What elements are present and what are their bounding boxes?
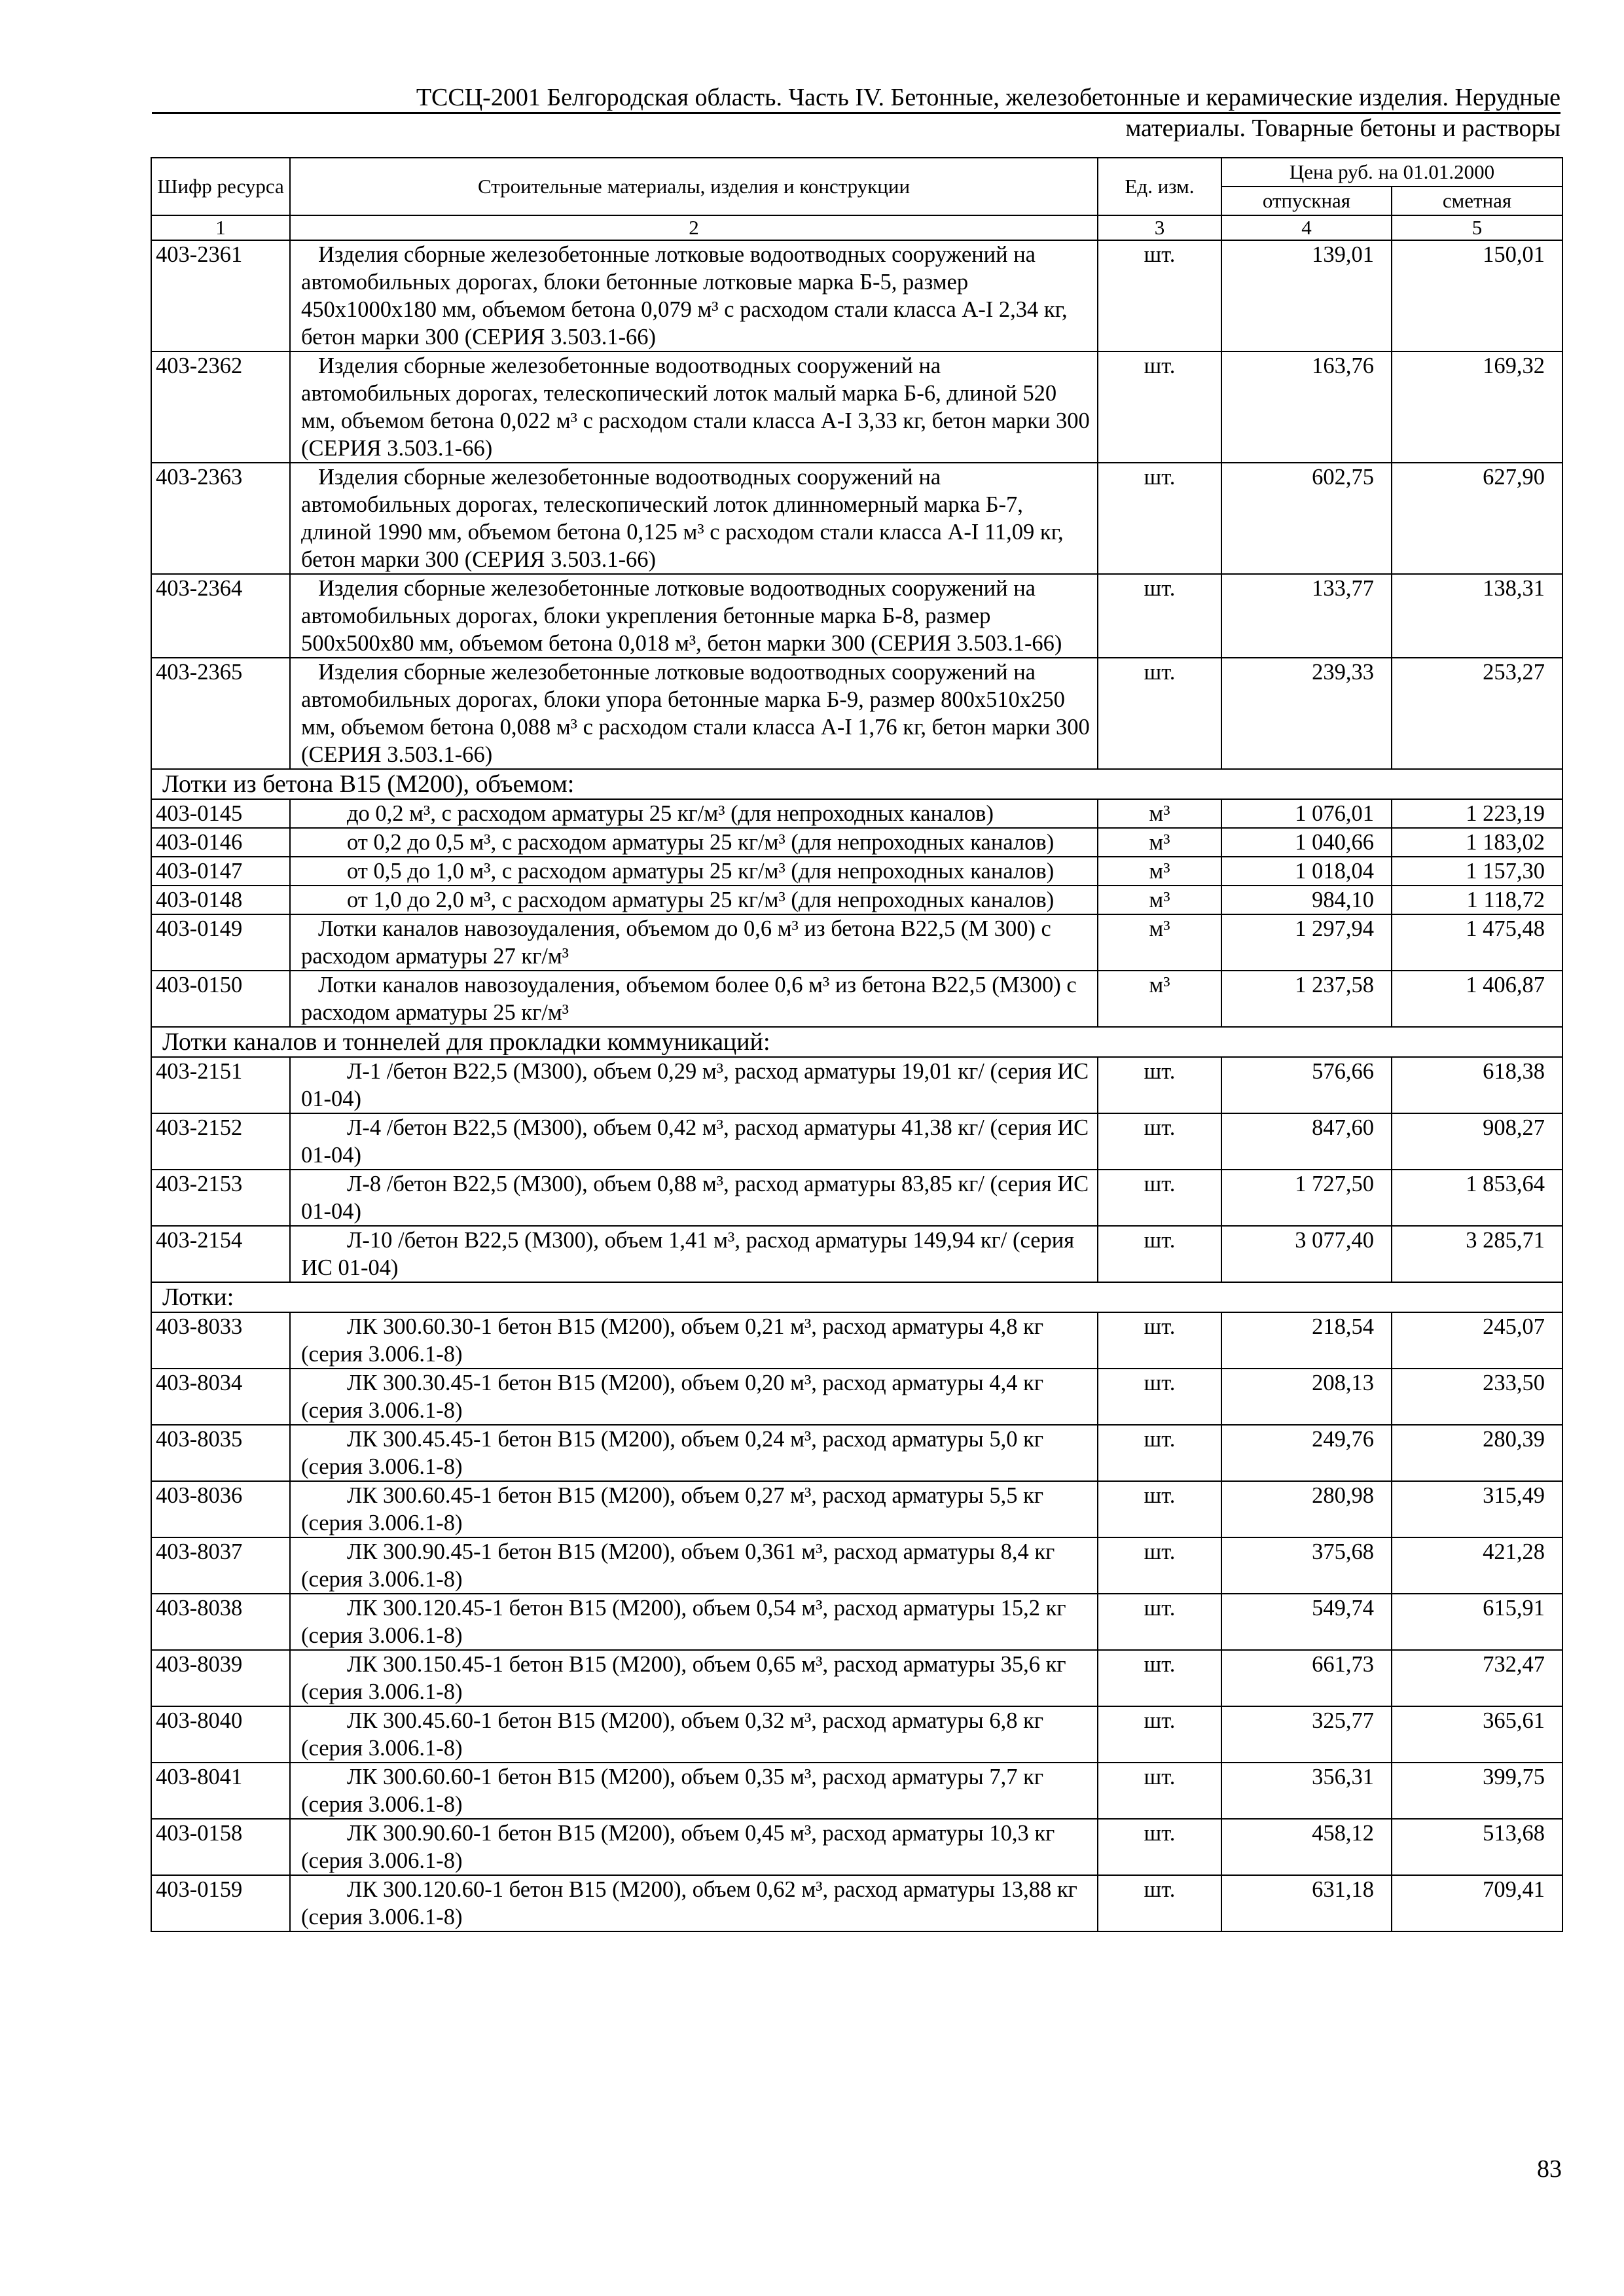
item-description-text: Л-1 /бетон В22,5 (М300), объем 0,29 м³, расход арматуры 19,01 кг/ (серия ИС 01-04) — [301, 1059, 1089, 1111]
item-description — [290, 1481, 1098, 1537]
resource-code: 403-2362 — [151, 351, 290, 463]
unit-of-measure: м³ — [1098, 857, 1221, 886]
item-description — [290, 886, 1098, 914]
price-release: 133,77 — [1221, 574, 1392, 658]
price-release: 1 727,50 — [1221, 1170, 1392, 1226]
price-estimate: 150,01 — [1392, 240, 1562, 351]
item-description-text: от 0,2 до 0,5 м³, с расходом арматуры 25 кг/м³ (для непроходных каналов) — [347, 830, 1055, 855]
resource-code: 403-8035 — [151, 1425, 290, 1481]
table-row — [151, 1706, 1562, 1763]
price-estimate: 365,61 — [1392, 1706, 1562, 1763]
col-number: 3 — [1098, 215, 1221, 240]
item-description-text: Изделия сборные железобетонные водоотводных сооружений на автомобильных дорогах, телескопический лоток длинномерный марка Б-7, длиной 1990 мм, объемом бетона 0,125 м³ с расходом стали класса А-I 11,09 кг, бетон марки 300 (СЕРИЯ 3.503.1-66) — [301, 465, 1064, 572]
table-row — [151, 1481, 1562, 1537]
price-release: 602,75 — [1221, 463, 1392, 574]
price-table — [151, 157, 1563, 1932]
price-release: 549,74 — [1221, 1594, 1392, 1650]
item-description — [290, 1057, 1098, 1113]
table-row — [151, 1113, 1562, 1170]
price-estimate: 908,27 — [1392, 1113, 1562, 1170]
col-number: 5 — [1392, 215, 1562, 240]
table-row — [151, 240, 1562, 351]
item-description — [290, 799, 1098, 828]
item-description — [290, 1819, 1098, 1875]
resource-code: 403-2151 — [151, 1057, 290, 1113]
price-estimate: 280,39 — [1392, 1425, 1562, 1481]
resource-code: 403-8038 — [151, 1594, 290, 1650]
table-row — [151, 914, 1562, 971]
col-header-price-release: отпускная — [1221, 187, 1392, 215]
col-header-code: Шифр ресурса — [151, 158, 290, 215]
unit-of-measure: шт. — [1098, 1763, 1221, 1819]
header-title-line2: материалы. Товарные бетоны и растворы — [1125, 115, 1561, 142]
price-estimate: 627,90 — [1392, 463, 1562, 574]
table-row — [151, 886, 1562, 914]
resource-code: 403-0146 — [151, 828, 290, 857]
unit-of-measure: шт. — [1098, 1057, 1221, 1113]
price-estimate: 1 157,30 — [1392, 857, 1562, 886]
unit-of-measure: шт. — [1098, 351, 1221, 463]
table-row — [151, 1170, 1562, 1226]
unit-of-measure: м³ — [1098, 914, 1221, 971]
unit-of-measure: шт. — [1098, 1594, 1221, 1650]
resource-code: 403-2365 — [151, 658, 290, 769]
item-description-text: ЛК 300.60.60-1 бетон В15 (М200), объем 0,35 м³, расход арматуры 7,7 кг (серия 3.006.1-8) — [301, 1765, 1043, 1817]
col-number: 2 — [290, 215, 1098, 240]
price-estimate: 399,75 — [1392, 1763, 1562, 1819]
price-release: 1 237,58 — [1221, 971, 1392, 1027]
resource-code: 403-2363 — [151, 463, 290, 574]
item-description — [290, 240, 1098, 351]
unit-of-measure: шт. — [1098, 1312, 1221, 1369]
col-header-description: Строительные материалы, изделия и конструкции — [290, 158, 1098, 215]
table-row — [151, 1312, 1562, 1369]
item-description — [290, 828, 1098, 857]
price-estimate: 3 285,71 — [1392, 1226, 1562, 1282]
price-release: 631,18 — [1221, 1875, 1392, 1931]
table-body — [151, 240, 1562, 1931]
table-row — [151, 1819, 1562, 1875]
unit-of-measure: шт. — [1098, 1819, 1221, 1875]
resource-code: 403-0149 — [151, 914, 290, 971]
item-description-text: Изделия сборные железобетонные водоотводных сооружений на автомобильных дорогах, телескопический лоток малый марка Б-6, длиной 520 мм, объемом бетона 0,022 м³ с расходом стали класса А-I 3,33 кг, бетон марки 300 (СЕРИЯ 3.503.1-66) — [301, 353, 1090, 461]
col-number: 4 — [1221, 215, 1392, 240]
header-title-line1: ТССЦ-2001 Белгородская область. Часть IV. Бетонные, железобетонные и керамические изделия. Нерудные — [152, 83, 1561, 114]
unit-of-measure: шт. — [1098, 1650, 1221, 1706]
item-description-text: ЛК 300.60.45-1 бетон В15 (М200), объем 0,27 м³, расход арматуры 5,5 кг (серия 3.006.1-8) — [301, 1483, 1043, 1535]
item-description — [290, 1425, 1098, 1481]
price-release: 218,54 — [1221, 1312, 1392, 1369]
price-estimate: 732,47 — [1392, 1650, 1562, 1706]
resource-code: 403-2152 — [151, 1113, 290, 1170]
item-description-text: ЛК 300.120.45-1 бетон В15 (М200), объем 0,54 м³, расход арматуры 15,2 кг (серия 3.006.1-8) — [301, 1596, 1066, 1648]
item-description — [290, 971, 1098, 1027]
price-estimate: 1 118,72 — [1392, 886, 1562, 914]
resource-code: 403-8033 — [151, 1312, 290, 1369]
unit-of-measure: м³ — [1098, 828, 1221, 857]
unit-of-measure: м³ — [1098, 799, 1221, 828]
price-release: 249,76 — [1221, 1425, 1392, 1481]
resource-code: 403-8036 — [151, 1481, 290, 1537]
table-row — [151, 1763, 1562, 1819]
item-description — [290, 1226, 1098, 1282]
price-release: 1 040,66 — [1221, 828, 1392, 857]
item-description — [290, 1113, 1098, 1170]
price-estimate: 138,31 — [1392, 574, 1562, 658]
table-row — [151, 1875, 1562, 1931]
price-estimate: 421,28 — [1392, 1537, 1562, 1594]
resource-code: 403-0148 — [151, 886, 290, 914]
resource-code: 403-0150 — [151, 971, 290, 1027]
col-number: 1 — [151, 215, 290, 240]
unit-of-measure: шт. — [1098, 1369, 1221, 1425]
unit-of-measure: шт. — [1098, 1170, 1221, 1226]
unit-of-measure: м³ — [1098, 971, 1221, 1027]
section-title: Лотки каналов и тоннелей для прокладки коммуникаций: — [151, 1027, 1562, 1057]
item-description-text: от 1,0 до 2,0 м³, с расходом арматуры 25 кг/м³ (для непроходных каналов) — [347, 888, 1055, 912]
table-row — [151, 463, 1562, 574]
unit-of-measure: шт. — [1098, 1537, 1221, 1594]
unit-of-measure: шт. — [1098, 463, 1221, 574]
page-header — [152, 83, 1561, 143]
section-row — [151, 1027, 1562, 1057]
item-description-text: до 0,2 м³, с расходом арматуры 25 кг/м³ (для непроходных каналов) — [347, 801, 994, 826]
item-description — [290, 1312, 1098, 1369]
table-row — [151, 857, 1562, 886]
section-row — [151, 769, 1562, 799]
unit-of-measure: м³ — [1098, 886, 1221, 914]
unit-of-measure: шт. — [1098, 1875, 1221, 1931]
price-estimate: 1 406,87 — [1392, 971, 1562, 1027]
price-estimate: 709,41 — [1392, 1875, 1562, 1931]
item-description-text: Л-4 /бетон В22,5 (М300), объем 0,42 м³, расход арматуры 41,38 кг/ (серия ИС 01-04) — [301, 1115, 1089, 1168]
table-row — [151, 574, 1562, 658]
resource-code: 403-2153 — [151, 1170, 290, 1226]
table-row — [151, 1425, 1562, 1481]
table-header — [151, 158, 1562, 240]
price-estimate: 245,07 — [1392, 1312, 1562, 1369]
table-row — [151, 351, 1562, 463]
price-release: 576,66 — [1221, 1057, 1392, 1113]
item-description-text: ЛК 300.90.45-1 бетон В15 (М200), объем 0,361 м³, расход арматуры 8,4 кг (серия 3.006.1-8) — [301, 1539, 1055, 1592]
resource-code: 403-0159 — [151, 1875, 290, 1931]
resource-code: 403-8040 — [151, 1706, 290, 1763]
unit-of-measure: шт. — [1098, 1113, 1221, 1170]
item-description-text: ЛК 300.90.60-1 бетон В15 (М200), объем 0,45 м³, расход арматуры 10,3 кг (серия 3.006.1-8) — [301, 1821, 1055, 1873]
price-estimate: 315,49 — [1392, 1481, 1562, 1537]
price-estimate: 1 223,19 — [1392, 799, 1562, 828]
item-description-text: Изделия сборные железобетонные лотковые водоотводных сооружений на автомобильных дорогах, блоки упора бетонные марка Б-9, размер 800х510х250 мм, объемом бетона 0,088 м³ с расходом стали класса А-I 1,76 кг, бетон марки 300 (СЕРИЯ 3.503.1-66) — [301, 660, 1090, 767]
item-description — [290, 1875, 1098, 1931]
price-estimate: 1 853,64 — [1392, 1170, 1562, 1226]
price-release: 208,13 — [1221, 1369, 1392, 1425]
section-title: Лотки из бетона В15 (М200), объемом: — [151, 769, 1562, 799]
unit-of-measure: шт. — [1098, 1425, 1221, 1481]
item-description-text: ЛК 300.150.45-1 бетон В15 (М200), объем 0,65 м³, расход арматуры 35,6 кг (серия 3.006.1-8) — [301, 1652, 1066, 1704]
unit-of-measure: шт. — [1098, 574, 1221, 658]
item-description-text: Л-8 /бетон В22,5 (М300), объем 0,88 м³, расход арматуры 83,85 кг/ (серия ИС 01-04) — [301, 1172, 1089, 1224]
item-description — [290, 1537, 1098, 1594]
item-description-text: ЛК 300.45.60-1 бетон В15 (М200), объем 0,32 м³, расход арматуры 6,8 кг (серия 3.006.1-8) — [301, 1708, 1043, 1761]
price-release: 325,77 — [1221, 1706, 1392, 1763]
unit-of-measure: шт. — [1098, 1706, 1221, 1763]
table-row — [151, 658, 1562, 769]
price-estimate: 1 183,02 — [1392, 828, 1562, 857]
price-release: 1 018,04 — [1221, 857, 1392, 886]
price-release: 661,73 — [1221, 1650, 1392, 1706]
price-release: 458,12 — [1221, 1819, 1392, 1875]
item-description — [290, 1369, 1098, 1425]
resource-code: 403-0145 — [151, 799, 290, 828]
unit-of-measure: шт. — [1098, 1481, 1221, 1537]
resource-code: 403-0147 — [151, 857, 290, 886]
col-header-price-group: Цена руб. на 01.01.2000 — [1221, 158, 1562, 187]
page-number: 83 — [1537, 2155, 1562, 2183]
table-row — [151, 1226, 1562, 1282]
price-estimate: 513,68 — [1392, 1819, 1562, 1875]
item-description — [290, 1594, 1098, 1650]
resource-code: 403-8037 — [151, 1537, 290, 1594]
price-release: 375,68 — [1221, 1537, 1392, 1594]
price-release: 280,98 — [1221, 1481, 1392, 1537]
table-row — [151, 828, 1562, 857]
price-estimate: 169,32 — [1392, 351, 1562, 463]
item-description-text: Л-10 /бетон В22,5 (М300), объем 1,41 м³, расход арматуры 149,94 кг/ (серия ИС 01-04) — [301, 1228, 1075, 1280]
table-row — [151, 1057, 1562, 1113]
item-description — [290, 658, 1098, 769]
price-release: 1 297,94 — [1221, 914, 1392, 971]
unit-of-measure: шт. — [1098, 1226, 1221, 1282]
price-estimate: 618,38 — [1392, 1057, 1562, 1113]
resource-code: 403-8034 — [151, 1369, 290, 1425]
price-release: 984,10 — [1221, 886, 1392, 914]
price-estimate: 1 475,48 — [1392, 914, 1562, 971]
item-description-text: ЛК 300.45.45-1 бетон В15 (М200), объем 0,24 м³, расход арматуры 5,0 кг (серия 3.006.1-8) — [301, 1427, 1043, 1479]
table-row — [151, 1650, 1562, 1706]
item-description-text: Изделия сборные железобетонные лотковые водоотводных сооружений на автомобильных дорогах, блоки укрепления бетонные марка Б-8, размер 500х500х80 мм, объемом бетона 0,018 м³, бетон марки 300 (СЕРИЯ 3.503.1-66) — [301, 576, 1062, 656]
table-row — [151, 799, 1562, 828]
resource-code: 403-2361 — [151, 240, 290, 351]
resource-code: 403-2154 — [151, 1226, 290, 1282]
col-header-unit: Ед. изм. — [1098, 158, 1221, 215]
item-description-text: ЛК 300.60.30-1 бетон В15 (М200), объем 0,21 м³, расход арматуры 4,8 кг (серия 3.006.1-8) — [301, 1314, 1043, 1367]
item-description — [290, 914, 1098, 971]
price-estimate: 233,50 — [1392, 1369, 1562, 1425]
price-release: 356,31 — [1221, 1763, 1392, 1819]
item-description — [290, 351, 1098, 463]
item-description — [290, 1763, 1098, 1819]
price-release: 3 077,40 — [1221, 1226, 1392, 1282]
item-description-text: Лотки каналов навозоудаления, объемом более 0,6 м³ из бетона В22,5 (М300) с расходом арматуры 25 кг/м³ — [301, 973, 1077, 1025]
item-description — [290, 1650, 1098, 1706]
table-row — [151, 1594, 1562, 1650]
item-description-text: от 0,5 до 1,0 м³, с расходом арматуры 25 кг/м³ (для непроходных каналов) — [347, 859, 1055, 884]
item-description-text: Лотки каналов навозоудаления, объемом до 0,6 м³ из бетона В22,5 (М 300) с расходом арматуры 27 кг/м³ — [301, 916, 1051, 969]
section-title: Лотки: — [151, 1282, 1562, 1312]
resource-code: 403-8039 — [151, 1650, 290, 1706]
price-release: 847,60 — [1221, 1113, 1392, 1170]
price-release: 239,33 — [1221, 658, 1392, 769]
item-description-text: Изделия сборные железобетонные лотковые водоотводных сооружений на автомобильных дорогах, блоки бетонные лотковые марка Б-5, размер 450х1000х180 мм, объемом бетона 0,079 м³ с расходом стали класса А-I 2,34 кг, бетон марки 300 (СЕРИЯ 3.503.1-66) — [301, 242, 1068, 350]
price-release: 163,76 — [1221, 351, 1392, 463]
unit-of-measure: шт. — [1098, 658, 1221, 769]
item-description-text: ЛК 300.30.45-1 бетон В15 (М200), объем 0,20 м³, расход арматуры 4,4 кг (серия 3.006.1-8) — [301, 1371, 1043, 1423]
item-description — [290, 1706, 1098, 1763]
resource-code: 403-0158 — [151, 1819, 290, 1875]
resource-code: 403-8041 — [151, 1763, 290, 1819]
resource-code: 403-2364 — [151, 574, 290, 658]
table-row — [151, 971, 1562, 1027]
item-description — [290, 574, 1098, 658]
item-description — [290, 463, 1098, 574]
price-release: 1 076,01 — [1221, 799, 1392, 828]
price-estimate: 615,91 — [1392, 1594, 1562, 1650]
item-description — [290, 857, 1098, 886]
col-header-price-estimate: сметная — [1392, 187, 1562, 215]
item-description — [290, 1170, 1098, 1226]
price-estimate: 253,27 — [1392, 658, 1562, 769]
table-row — [151, 1537, 1562, 1594]
unit-of-measure: шт. — [1098, 240, 1221, 351]
item-description-text: ЛК 300.120.60-1 бетон В15 (М200), объем 0,62 м³, расход арматуры 13,88 кг (серия 3.006.1-8) — [301, 1877, 1077, 1929]
section-row — [151, 1282, 1562, 1312]
table-row — [151, 1369, 1562, 1425]
price-release: 139,01 — [1221, 240, 1392, 351]
